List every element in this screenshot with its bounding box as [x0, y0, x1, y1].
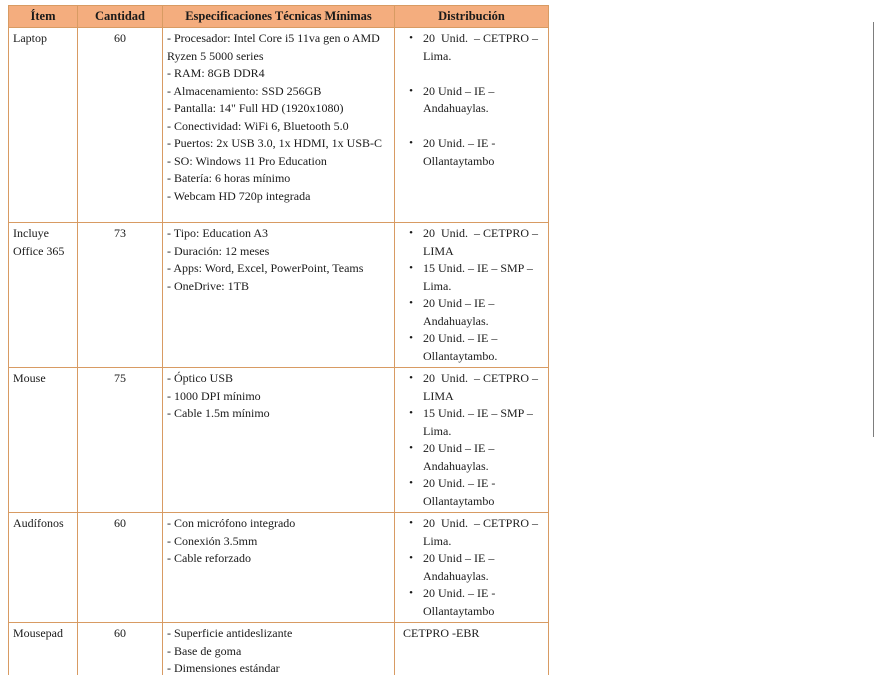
- distribution-bullet-item: [399, 330, 544, 365]
- spec-line: - Procesador: Intel Core i5 11va gen o AMD Ryzen 5 5000 series: [167, 31, 380, 63]
- spec-line: - SO: Windows 11 Pro Education: [167, 153, 327, 168]
- cantidad-cell: 75: [78, 368, 163, 513]
- distribution-text: 20 Unid. – CETPRO – LIMA: [423, 226, 539, 258]
- distribution-bullet-item: [399, 515, 544, 550]
- spec-line: - Duración: 12 meses: [167, 243, 270, 258]
- distribution-text: 20 Unid – IE – Andahuaylas.: [423, 441, 495, 473]
- spec-line: - Almacenamiento: SSD 256GB: [167, 83, 322, 98]
- spec-line: - Cable reforzado: [167, 551, 251, 565]
- cantidad-cell: 73: [78, 223, 163, 368]
- specs-cell: [163, 623, 395, 675]
- distribution-bullet-item: [399, 585, 544, 620]
- distribution-bullet-item: [399, 30, 544, 65]
- distribution-text: 15 Unid. – IE – SMP – Lima.: [423, 406, 533, 438]
- spec-line: - Tipo: Education A3: [167, 226, 269, 240]
- spec-line: - Óptico USB: [167, 371, 233, 385]
- table-row: [9, 623, 549, 675]
- item-cell: Incluye Office 365: [9, 223, 78, 368]
- item-cell: Audífonos: [9, 513, 78, 623]
- distribution-text: 20 Unid. – CETPRO – LIMA: [423, 371, 539, 403]
- item-cell: Mouse: [9, 368, 78, 513]
- header-cell-distribucion: Distribución: [395, 6, 549, 28]
- distribution-list: [399, 370, 544, 510]
- bullet-icon: •: [409, 332, 413, 344]
- spec-line: - Pantalla: 14" Full HD (1920x1080): [167, 101, 344, 115]
- bullet-icon: •: [409, 262, 413, 274]
- distribution-text: 20 Unid. – IE – Ollantaytambo.: [423, 331, 498, 363]
- table-row: [9, 223, 549, 368]
- spec-line: - Dimensiones estándar: [167, 661, 280, 675]
- distribution-bullet-item: [399, 405, 544, 440]
- table-body: [9, 28, 549, 675]
- bullet-icon: •: [409, 517, 413, 529]
- distribution-text: 20 Unid – IE – Andahuaylas.: [423, 296, 495, 328]
- distribution-bullet-item: [399, 225, 544, 260]
- spec-line: - 1000 DPI mínimo: [167, 388, 261, 403]
- bullet-icon: •: [409, 297, 413, 309]
- spec-line: - Batería: 6 horas mínimo: [167, 171, 291, 185]
- spec-line: - RAM: 8GB DDR4: [167, 66, 265, 80]
- specs-cell: [163, 368, 395, 513]
- distribution-text: 20 Unid – IE – Andahuaylas.: [423, 551, 495, 583]
- distribution-text: 20 Unid. – IE - Ollantaytambo: [423, 586, 496, 618]
- spec-line: - Conectividad: WiFi 6, Bluetooth 5.0: [167, 118, 349, 133]
- bullet-icon: •: [409, 407, 413, 419]
- spec-line: - OneDrive: 1TB: [167, 278, 249, 293]
- distribution-text: 20 Unid. – IE - Ollantaytambo: [423, 136, 496, 168]
- header-cell-cantidad: Cantidad: [78, 6, 163, 28]
- distribution-text: 20 Unid. – IE - Ollantaytambo: [423, 476, 496, 508]
- distribution-cell: [395, 223, 549, 368]
- distribution-list: [399, 30, 544, 170]
- spec-line: - Base de goma: [167, 643, 242, 658]
- cantidad-cell: 60: [78, 513, 163, 623]
- distribution-cell: [395, 623, 549, 675]
- distribution-text: CETPRO -EBR: [403, 626, 480, 640]
- distribution-bullet-item: [399, 260, 544, 295]
- distribution-list: [399, 515, 544, 620]
- distribution-bullet-item: [399, 440, 544, 475]
- distribution-cell: [395, 28, 549, 223]
- distribution-bullet-item: [399, 135, 544, 170]
- distribution-bullet-item: [399, 475, 544, 510]
- spec-line: - Puertos: 2x USB 3.0, 1x HDMI, 1x USB-C: [167, 136, 383, 150]
- spec-line: - Superficie antideslizante: [167, 626, 293, 640]
- table-row: [9, 368, 549, 513]
- distribution-text: 20 Unid. – CETPRO – Lima.: [423, 31, 539, 63]
- header-cell-item: Ítem: [9, 6, 78, 28]
- header-cell-especificaciones: Especificaciones Técnicas Mínimas: [163, 6, 395, 28]
- cantidad-cell: 60: [78, 28, 163, 223]
- spec-line: - Webcam HD 720p integrada: [167, 188, 311, 203]
- specs-cell: [163, 28, 395, 223]
- distribution-text: 20 Unid. – CETPRO – Lima.: [423, 516, 539, 548]
- bullet-icon: •: [409, 32, 413, 44]
- bullet-icon: •: [409, 477, 413, 489]
- distribution-text: 20 Unid – IE – Andahuaylas.: [423, 83, 495, 115]
- bullet-icon: •: [409, 227, 413, 239]
- bullet-icon: •: [409, 587, 413, 599]
- bullet-icon: •: [409, 84, 413, 97]
- distribution-cell: [395, 513, 549, 623]
- bullet-icon: •: [409, 137, 413, 149]
- table-row: [9, 28, 549, 223]
- spec-line: - Con micrófono integrado: [167, 516, 296, 530]
- bullet-icon: •: [409, 552, 413, 564]
- bullet-icon: •: [409, 442, 413, 454]
- distribution-list: [399, 225, 544, 365]
- distribution-cell: [395, 368, 549, 513]
- table-row: [9, 513, 549, 623]
- specs-cell: [163, 223, 395, 368]
- spec-line: - Conexión 3.5mm: [167, 533, 258, 548]
- distribution-text: 15 Unid. – IE – SMP – Lima.: [423, 261, 533, 293]
- document-table: [8, 5, 549, 675]
- distribution-bullet-item: [399, 550, 544, 585]
- item-cell: Laptop: [9, 28, 78, 223]
- bullet-icon: •: [409, 372, 413, 384]
- cantidad-cell: 60: [78, 623, 163, 675]
- spec-line: - Cable 1.5m mínimo: [167, 406, 270, 420]
- distribution-bullet-item: [399, 295, 544, 330]
- table-header-row: [9, 6, 549, 28]
- page-edge-line: [873, 22, 874, 437]
- distribution-bullet-item: [399, 370, 544, 405]
- spec-line: - Apps: Word, Excel, PowerPoint, Teams: [167, 261, 364, 275]
- item-cell: Mousepad: [9, 623, 78, 675]
- distribution-bullet-item: [399, 83, 544, 118]
- specs-cell: [163, 513, 395, 623]
